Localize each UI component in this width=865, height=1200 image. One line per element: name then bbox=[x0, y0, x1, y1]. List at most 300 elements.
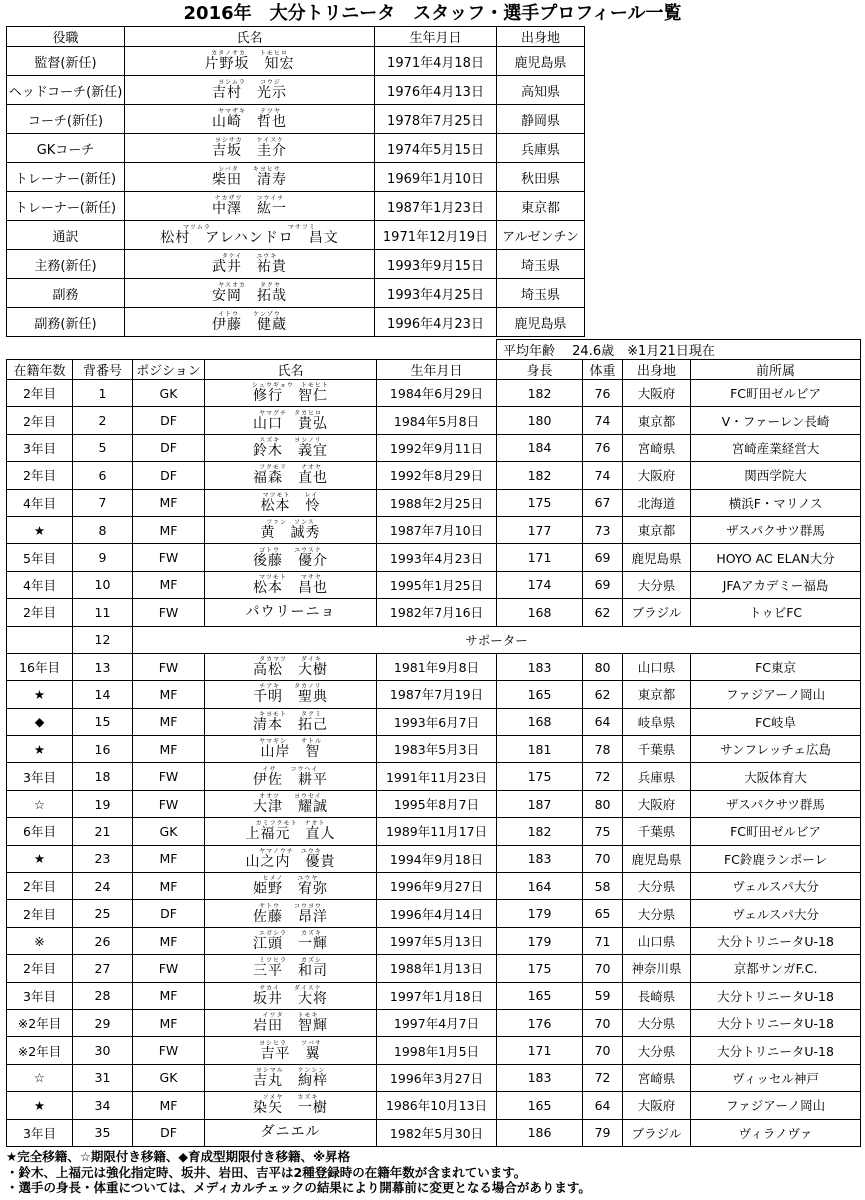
name-cell bbox=[205, 955, 377, 982]
name-reading: タケイ ユウキ bbox=[221, 253, 278, 260]
player-weight: 70 bbox=[583, 1037, 623, 1064]
staff-header-row bbox=[7, 27, 585, 47]
footnotes bbox=[6, 1149, 860, 1196]
player-header-name: 氏名 bbox=[205, 360, 377, 380]
staff-table bbox=[6, 26, 585, 337]
player-origin: 大阪府 bbox=[623, 1092, 691, 1119]
player-row bbox=[7, 1009, 861, 1036]
person-name: 吉坂 圭介 bbox=[212, 143, 287, 159]
player-weight: 70 bbox=[583, 845, 623, 872]
player-weight: 78 bbox=[583, 736, 623, 763]
player-number: 6 bbox=[73, 462, 133, 489]
player-number: 5 bbox=[73, 434, 133, 461]
name-reading: ヨシマル ケンシン bbox=[255, 1066, 326, 1074]
player-previous-club: 大分トリニータU-18 bbox=[691, 1009, 861, 1036]
player-row bbox=[7, 380, 861, 407]
name-cell bbox=[205, 571, 377, 598]
player-years: ※2年目 bbox=[7, 1009, 73, 1036]
name-cell bbox=[205, 1092, 377, 1119]
person-name: 後藤 優介 bbox=[253, 552, 328, 569]
player-origin: 大分県 bbox=[623, 1009, 691, 1036]
player-number: 23 bbox=[73, 845, 133, 872]
player-birth: 1993年4月23日 bbox=[377, 544, 497, 571]
player-height: 183 bbox=[497, 845, 583, 872]
player-origin: 宮崎県 bbox=[623, 1064, 691, 1091]
player-years: 3年目 bbox=[7, 1119, 73, 1146]
person-name: 松本 昌也 bbox=[253, 579, 328, 596]
player-number: 31 bbox=[73, 1064, 133, 1091]
player-number: 19 bbox=[73, 790, 133, 817]
name-cell bbox=[205, 1119, 377, 1146]
player-years: 2年目 bbox=[7, 955, 73, 982]
player-weight: 73 bbox=[583, 516, 623, 543]
player-header-birth: 生年月日 bbox=[377, 360, 497, 380]
name-cell bbox=[205, 736, 377, 763]
person-name: 坂井 大将 bbox=[253, 990, 328, 1007]
player-table bbox=[6, 339, 861, 1147]
person-name: 安岡 拓哉 bbox=[212, 288, 287, 304]
name-cell bbox=[205, 900, 377, 927]
person-name: 中澤 紘一 bbox=[212, 201, 287, 217]
name-cell bbox=[205, 516, 377, 543]
name-cell bbox=[205, 434, 377, 461]
player-years: ☆ bbox=[7, 790, 73, 817]
staff-role: トレーナー(新任) bbox=[7, 192, 125, 221]
player-number: 11 bbox=[73, 599, 133, 626]
player-number: 7 bbox=[73, 489, 133, 516]
player-previous-club: FC岐阜 bbox=[691, 708, 861, 735]
player-position: MF bbox=[133, 736, 205, 763]
person-name: 山崎 哲也 bbox=[212, 114, 287, 130]
player-origin: 大分県 bbox=[623, 873, 691, 900]
name-cell bbox=[205, 927, 377, 954]
player-previous-club: ファジアーノ岡山 bbox=[691, 681, 861, 708]
player-row bbox=[7, 1037, 861, 1064]
player-header-years: 在籍年数 bbox=[7, 360, 73, 380]
player-years: 2年目 bbox=[7, 462, 73, 489]
player-previous-club: 横浜F・マリノス bbox=[691, 489, 861, 516]
player-header-origin: 出身地 bbox=[623, 360, 691, 380]
player-position: FW bbox=[133, 955, 205, 982]
player-birth: 1981年9月8日 bbox=[377, 653, 497, 680]
name-reading: ヤマグチ タカヒロ bbox=[258, 409, 322, 417]
player-height: 179 bbox=[497, 900, 583, 927]
person-name: 岩田 智輝 bbox=[253, 1018, 328, 1035]
player-weight: 64 bbox=[583, 1092, 623, 1119]
average-row bbox=[7, 340, 861, 360]
player-height: 182 bbox=[497, 380, 583, 407]
player-number: 16 bbox=[73, 736, 133, 763]
staff-row bbox=[7, 134, 585, 163]
player-number: 30 bbox=[73, 1037, 133, 1064]
person-name: 福森 直也 bbox=[253, 470, 328, 487]
player-birth: 1984年6月29日 bbox=[377, 380, 497, 407]
player-previous-club: 大分トリニータU-18 bbox=[691, 982, 861, 1009]
player-years: 16年目 bbox=[7, 653, 73, 680]
player-birth: 1982年7月16日 bbox=[377, 599, 497, 626]
player-height: 171 bbox=[497, 1037, 583, 1064]
player-weight: 76 bbox=[583, 434, 623, 461]
staff-birth: 1993年9月15日 bbox=[375, 250, 497, 279]
person-name: 松村 アレハンドロ 昌文 bbox=[160, 230, 339, 246]
person-name: 片野坂 知宏 bbox=[204, 56, 295, 72]
staff-origin: 兵庫県 bbox=[497, 134, 585, 163]
player-position: FW bbox=[133, 1037, 205, 1064]
player-height: 183 bbox=[497, 1064, 583, 1091]
player-height: 165 bbox=[497, 982, 583, 1009]
player-previous-club: ヴィラノヴァ bbox=[691, 1119, 861, 1146]
player-position: FW bbox=[133, 653, 205, 680]
player-position: MF bbox=[133, 489, 205, 516]
player-weight: 62 bbox=[583, 599, 623, 626]
player-previous-club: ヴェルスパ大分 bbox=[691, 900, 861, 927]
player-row bbox=[7, 1064, 861, 1091]
person-name: 三平 和司 bbox=[253, 963, 328, 980]
player-birth: 1995年1月25日 bbox=[377, 571, 497, 598]
player-position: MF bbox=[133, 927, 205, 954]
player-birth: 1997年1月18日 bbox=[377, 982, 497, 1009]
player-years: ★ bbox=[7, 681, 73, 708]
player-row bbox=[7, 462, 861, 489]
player-position: GK bbox=[133, 818, 205, 845]
name-cell bbox=[125, 134, 375, 163]
staff-row bbox=[7, 47, 585, 76]
player-origin: 大分県 bbox=[623, 900, 691, 927]
person-name: 武井 祐貴 bbox=[212, 259, 287, 275]
player-birth: 1996年4月14日 bbox=[377, 900, 497, 927]
staff-header-name: 氏名 bbox=[125, 27, 375, 47]
name-reading: ヤマギシ サトル bbox=[259, 738, 322, 746]
staff-origin: 秋田県 bbox=[497, 163, 585, 192]
name-reading: スズキ ヨシノリ bbox=[259, 436, 322, 444]
staff-birth: 1974年5月15日 bbox=[375, 134, 497, 163]
player-position: GK bbox=[133, 380, 205, 407]
player-weight: 69 bbox=[583, 571, 623, 598]
player-years: 3年目 bbox=[7, 434, 73, 461]
player-height: 182 bbox=[497, 462, 583, 489]
player-number: 24 bbox=[73, 873, 133, 900]
player-origin: 大分県 bbox=[623, 571, 691, 598]
player-position: FW bbox=[133, 599, 205, 626]
name-cell bbox=[205, 1037, 377, 1064]
player-weight: 62 bbox=[583, 681, 623, 708]
player-weight: 70 bbox=[583, 1009, 623, 1036]
player-origin: 宮崎県 bbox=[623, 434, 691, 461]
player-years: 4年目 bbox=[7, 489, 73, 516]
name-cell bbox=[205, 1064, 377, 1091]
player-height: 181 bbox=[497, 736, 583, 763]
player-number: 27 bbox=[73, 955, 133, 982]
player-birth: 1987年7月10日 bbox=[377, 516, 497, 543]
player-birth: 1987年7月19日 bbox=[377, 681, 497, 708]
player-header-row bbox=[7, 360, 861, 380]
player-origin: 山口県 bbox=[623, 927, 691, 954]
player-birth: 1995年8月7日 bbox=[377, 790, 497, 817]
name-reading: エガシラ カズキ bbox=[258, 930, 322, 937]
player-years: 5年目 bbox=[7, 544, 73, 571]
player-birth: 1989年11月17日 bbox=[377, 818, 497, 845]
staff-body bbox=[7, 47, 585, 337]
player-height: 165 bbox=[497, 681, 583, 708]
name-cell bbox=[205, 380, 377, 407]
player-weight: 76 bbox=[583, 380, 623, 407]
player-years: 2年目 bbox=[7, 599, 73, 626]
player-birth: 1992年9月11日 bbox=[377, 434, 497, 461]
player-previous-club: ヴィッセル神戸 bbox=[691, 1064, 861, 1091]
person-name: 柴田 清寿 bbox=[212, 172, 287, 188]
player-height: 184 bbox=[497, 434, 583, 461]
name-reading: マツムラ マサフミ bbox=[183, 224, 316, 231]
staff-role: 副務(新任) bbox=[7, 308, 125, 337]
player-position: DF bbox=[133, 434, 205, 461]
player-origin: 大阪府 bbox=[623, 380, 691, 407]
player-years: ★ bbox=[7, 845, 73, 872]
name-reading: サトウ コウヨウ bbox=[258, 902, 322, 910]
player-position: MF bbox=[133, 845, 205, 872]
player-row bbox=[7, 845, 861, 872]
player-origin: ブラジル bbox=[623, 599, 691, 626]
person-name: 黄 誠秀 bbox=[260, 525, 321, 542]
player-row bbox=[7, 653, 861, 680]
name-reading: シュウギョウ トモヒト bbox=[252, 382, 329, 390]
person-name: 高松 大樹 bbox=[253, 662, 328, 679]
player-birth: 1994年9月18日 bbox=[377, 845, 497, 872]
name-cell bbox=[205, 681, 377, 708]
player-header-previous-club: 前所属 bbox=[691, 360, 861, 380]
player-row bbox=[7, 1119, 861, 1146]
person-name: 山口 貴弘 bbox=[253, 415, 328, 432]
person-name: 清本 拓己 bbox=[253, 716, 328, 733]
player-years: ◆ bbox=[7, 708, 73, 735]
person-name: 山岸 智 bbox=[260, 744, 321, 761]
staff-origin: アルゼンチン bbox=[497, 221, 585, 250]
name-reading: ヨシムラ コウジ bbox=[218, 79, 281, 86]
player-weight: 74 bbox=[583, 407, 623, 434]
player-position: FW bbox=[133, 763, 205, 790]
staff-role: GKコーチ bbox=[7, 134, 125, 163]
player-position: DF bbox=[133, 1119, 205, 1146]
player-previous-club: ファジアーノ岡山 bbox=[691, 1092, 861, 1119]
player-position: MF bbox=[133, 873, 205, 900]
player-previous-club: ヴェルスパ大分 bbox=[691, 873, 861, 900]
player-weight: 59 bbox=[583, 982, 623, 1009]
player-position: FW bbox=[133, 544, 205, 571]
player-number: 2 bbox=[73, 407, 133, 434]
player-previous-club: 大阪体育大 bbox=[691, 763, 861, 790]
staff-birth: 1969年1月10日 bbox=[375, 163, 497, 192]
player-row bbox=[7, 516, 861, 543]
name-cell bbox=[125, 163, 375, 192]
player-number: 12 bbox=[73, 626, 133, 653]
player-origin: 大阪府 bbox=[623, 462, 691, 489]
staff-row bbox=[7, 221, 585, 250]
footnote-measurements: ・選手の身長・体重については、メディカルチェックの結果により開幕前に変更となる場合があります。 bbox=[6, 1180, 591, 1195]
player-position: FW bbox=[133, 790, 205, 817]
player-row bbox=[7, 900, 861, 927]
player-years bbox=[7, 626, 73, 653]
player-previous-club: ザスパクサツ群馬 bbox=[691, 516, 861, 543]
staff-birth: 1993年4月25日 bbox=[375, 279, 497, 308]
player-height: 168 bbox=[497, 599, 583, 626]
player-origin: 東京都 bbox=[623, 407, 691, 434]
staff-birth: 1971年4月18日 bbox=[375, 47, 497, 76]
player-header-number: 背番号 bbox=[73, 360, 133, 380]
player-height: 182 bbox=[497, 818, 583, 845]
name-reading: イワタ トモキ bbox=[262, 1012, 319, 1020]
player-origin: 岐阜県 bbox=[623, 708, 691, 735]
player-row bbox=[7, 818, 861, 845]
player-years: 6年目 bbox=[7, 818, 73, 845]
player-birth: 1982年5月30日 bbox=[377, 1119, 497, 1146]
player-years: 2年目 bbox=[7, 900, 73, 927]
player-row bbox=[7, 407, 861, 434]
player-position: DF bbox=[133, 407, 205, 434]
staff-birth: 1978年7月25日 bbox=[375, 105, 497, 134]
name-reading: ゴトウ ユウスケ bbox=[259, 546, 322, 554]
player-birth: 1993年6月7日 bbox=[377, 708, 497, 735]
person-name: 吉平 翼 bbox=[260, 1045, 321, 1062]
staff-birth: 1996年4月23日 bbox=[375, 308, 497, 337]
average-age-note: 平均年齢 24.6歳 ※1月21日現在 bbox=[497, 340, 861, 360]
player-previous-club: トゥビFC bbox=[691, 599, 861, 626]
player-years: 2年目 bbox=[7, 380, 73, 407]
staff-row bbox=[7, 308, 585, 337]
name-reading: ナカザワ コウイチ bbox=[214, 195, 285, 202]
person-name: 姫野 宥弥 bbox=[253, 881, 328, 898]
name-reading: カタノサカ トモヒロ bbox=[211, 50, 288, 57]
player-years: 2年目 bbox=[7, 873, 73, 900]
footnote-legend: ★完全移籍、☆期限付き移籍、◆育成型期限付き移籍、※昇格 bbox=[6, 1149, 351, 1164]
staff-header-origin: 出身地 bbox=[497, 27, 585, 47]
name-reading: ミツヒラ カズシ bbox=[258, 957, 322, 965]
player-weight: 70 bbox=[583, 955, 623, 982]
name-cell bbox=[205, 599, 377, 626]
player-weight: 65 bbox=[583, 900, 623, 927]
name-cell bbox=[125, 76, 375, 105]
name-cell bbox=[125, 221, 375, 250]
player-number: 10 bbox=[73, 571, 133, 598]
name-cell bbox=[205, 845, 377, 872]
name-cell bbox=[125, 279, 375, 308]
person-name: 修行 智仁 bbox=[253, 388, 328, 405]
player-origin: 鹿児島県 bbox=[623, 544, 691, 571]
player-birth: 1996年3月27日 bbox=[377, 1064, 497, 1091]
person-name: 吉村 光示 bbox=[212, 85, 287, 101]
player-origin: 神奈川県 bbox=[623, 955, 691, 982]
name-cell bbox=[125, 308, 375, 337]
player-height: 177 bbox=[497, 516, 583, 543]
staff-role: ヘッドコーチ(新任) bbox=[7, 76, 125, 105]
player-height: 165 bbox=[497, 1092, 583, 1119]
player-origin: 北海道 bbox=[623, 489, 691, 516]
player-number: 8 bbox=[73, 516, 133, 543]
person-name: 大津 耀誠 bbox=[253, 799, 328, 816]
name-cell bbox=[205, 873, 377, 900]
player-birth: 1997年5月13日 bbox=[377, 927, 497, 954]
player-weight: 67 bbox=[583, 489, 623, 516]
player-position: MF bbox=[133, 681, 205, 708]
player-previous-club: V・ファーレン長崎 bbox=[691, 407, 861, 434]
player-position: MF bbox=[133, 1009, 205, 1036]
staff-role: 通訳 bbox=[7, 221, 125, 250]
player-position: DF bbox=[133, 900, 205, 927]
player-position: MF bbox=[133, 571, 205, 598]
player-weight: 71 bbox=[583, 927, 623, 954]
staff-header-birth: 生年月日 bbox=[375, 27, 497, 47]
name-reading: ヨシヒラ ツバサ bbox=[259, 1039, 322, 1047]
player-weight: 64 bbox=[583, 708, 623, 735]
name-reading: ソメヤ カズキ bbox=[262, 1094, 319, 1102]
player-row bbox=[7, 681, 861, 708]
player-origin: 鹿児島県 bbox=[623, 845, 691, 872]
person-name: 吉丸 絢梓 bbox=[253, 1072, 328, 1089]
name-cell bbox=[205, 763, 377, 790]
staff-origin: 埼玉県 bbox=[497, 279, 585, 308]
player-previous-club: FC町田ゼルビア bbox=[691, 818, 861, 845]
name-cell bbox=[125, 250, 375, 279]
player-previous-club: FC町田ゼルビア bbox=[691, 380, 861, 407]
player-origin: 千葉県 bbox=[623, 736, 691, 763]
name-cell bbox=[205, 489, 377, 516]
page-title: 2016年 大分トリニータ スタッフ・選手プロフィール一覧 bbox=[183, 3, 682, 24]
player-origin: 兵庫県 bbox=[623, 763, 691, 790]
name-reading: イトウ ケンゾウ bbox=[218, 311, 281, 318]
person-name: 松本 怜 bbox=[260, 497, 321, 514]
player-body bbox=[7, 380, 861, 1147]
player-birth: 1996年9月27日 bbox=[377, 873, 497, 900]
staff-birth: 1976年4月13日 bbox=[375, 76, 497, 105]
player-previous-club: 大分トリニータU-18 bbox=[691, 1037, 861, 1064]
player-number: 29 bbox=[73, 1009, 133, 1036]
name-reading: ヤマザキ テツヤ bbox=[218, 108, 281, 115]
player-previous-club: 京都サンガF.C. bbox=[691, 955, 861, 982]
player-row bbox=[7, 599, 861, 626]
player-weight: 80 bbox=[583, 790, 623, 817]
name-reading: イサ コウヘイ bbox=[262, 765, 319, 773]
name-reading: チアキ タカノリ bbox=[259, 683, 322, 691]
staff-role: トレーナー(新任) bbox=[7, 163, 125, 192]
player-row bbox=[7, 708, 861, 735]
player-row bbox=[7, 736, 861, 763]
player-row bbox=[7, 927, 861, 954]
player-previous-club: HOYO AC ELAN大分 bbox=[691, 544, 861, 571]
player-birth: 1998年1月5日 bbox=[377, 1037, 497, 1064]
name-reading: タカマツ ダイキ bbox=[259, 656, 322, 664]
name-cell bbox=[125, 105, 375, 134]
player-height: 187 bbox=[497, 790, 583, 817]
player-row bbox=[7, 489, 861, 516]
player-header-height: 身長 bbox=[497, 360, 583, 380]
player-previous-club: FC鈴鹿ランポーレ bbox=[691, 845, 861, 872]
person-name: 江頭 一輝 bbox=[253, 936, 328, 952]
player-row bbox=[7, 544, 861, 571]
player-birth: 1997年4月7日 bbox=[377, 1009, 497, 1036]
player-header-weight: 体重 bbox=[583, 360, 623, 380]
player-weight: 58 bbox=[583, 873, 623, 900]
name-reading: ヨシサカ ケイスケ bbox=[214, 137, 285, 144]
player-height: 183 bbox=[497, 653, 583, 680]
player-number: 14 bbox=[73, 681, 133, 708]
player-birth: 1986年10月13日 bbox=[377, 1092, 497, 1119]
name-reading: ファン ソンス bbox=[266, 519, 315, 527]
person-name: 山之内 優貴 bbox=[245, 853, 336, 870]
player-origin: 大分県 bbox=[623, 1037, 691, 1064]
player-birth: 1984年5月8日 bbox=[377, 407, 497, 434]
person-name: パウリーニョ bbox=[245, 603, 336, 620]
player-height: 174 bbox=[497, 571, 583, 598]
person-name: ダニエル bbox=[260, 1124, 321, 1141]
player-origin: 山口県 bbox=[623, 653, 691, 680]
